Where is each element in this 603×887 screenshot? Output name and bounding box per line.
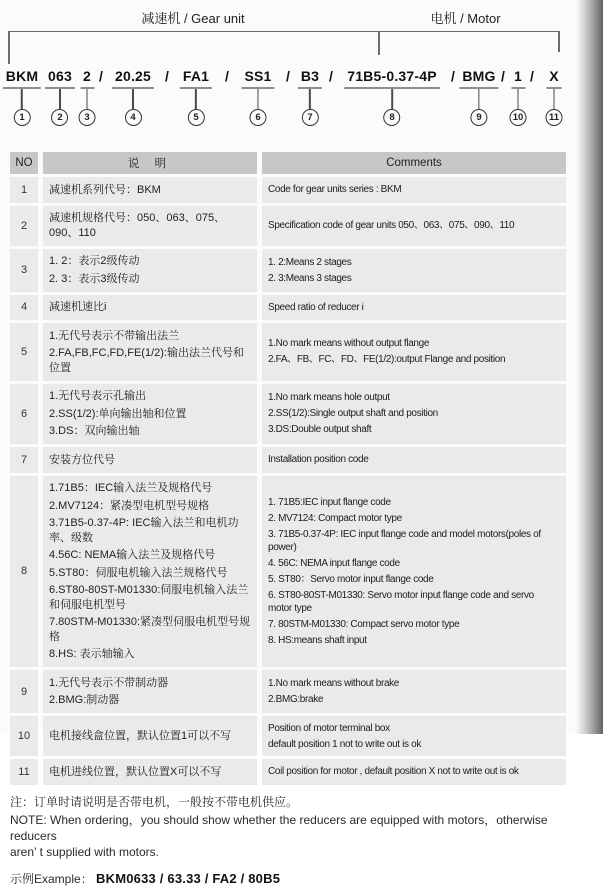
gear-unit-group-label: 减速机 / Gear unit — [141, 11, 245, 26]
pointer-line — [517, 89, 519, 109]
comments-line: 7. 80STM-M01330: Compact servo motor type — [268, 618, 460, 630]
comments-line: 1. 71B5:IEC input flange code — [268, 496, 391, 508]
code-text: SS1 — [241, 68, 274, 89]
code-separator: / — [451, 68, 455, 84]
row-7-description — [43, 447, 257, 473]
description-line: 1. 2：表示2级传动 — [49, 255, 140, 267]
description-line: 4.56C: NEMA输入法兰及规格代号 — [49, 549, 216, 561]
description-line: 1.无代号表示不带输出法兰 — [49, 329, 180, 342]
circled-number: 3 — [79, 109, 96, 126]
comments-line: 1. 2:Means 2 stages — [268, 256, 352, 268]
comments-line: default position 1 not to write out is ok — [268, 738, 421, 750]
example-code: BKM0633 / 63.33 / FA2 / 80B5 — [96, 870, 281, 886]
row-10-number: 10 — [10, 716, 38, 756]
code-separator: / — [165, 68, 169, 84]
row-1-number: 1 — [10, 177, 38, 203]
description-line: 2. 3：表示3级传动 — [49, 272, 140, 285]
code-text: 1 — [511, 68, 525, 89]
row-7-comments — [262, 447, 566, 473]
circled-number: 4 — [124, 109, 141, 126]
comments-line: Coil position for motor , default position X not to write out is ok — [268, 766, 519, 778]
code-separator: / — [99, 68, 103, 84]
comments-line: 3. 71B5-0.37-4P: IEC input flange code and model motors(poles of power) — [268, 528, 541, 553]
row-10-comments — [262, 716, 566, 756]
bracket-horizontal-line — [8, 31, 560, 32]
code-segment-9 — [459, 68, 498, 126]
row-4-number: 4 — [10, 295, 38, 321]
description-line: 减速机规格代号：050、063、075、090、110 — [49, 212, 226, 239]
code-segment-3 — [79, 68, 96, 126]
comments-line: 1.No mark means hole output — [268, 392, 390, 404]
circled-number: 2 — [52, 109, 69, 126]
description-line: 8.HS: 表示轴输入 — [49, 648, 135, 660]
description-line: 1.71B5：IEC输入法兰及规格代号 — [49, 482, 213, 494]
bracket-middle-tick — [378, 31, 380, 55]
circled-number: 9 — [470, 109, 487, 126]
comments-line: Installation position code — [268, 454, 369, 466]
comments-line: 2. 3:Means 3 stages — [268, 272, 352, 284]
circled-number: 6 — [250, 109, 267, 126]
bracket-left-tick — [8, 31, 10, 64]
comments-line: 2.BMG:brake — [268, 694, 324, 705]
comments-line: 1.No mark means without output flange — [268, 338, 430, 350]
code-text: 063 — [45, 68, 75, 89]
comments-line: 5. ST80：Servo motor input flange code — [268, 573, 434, 585]
code-segment-6 — [241, 68, 274, 126]
code-text: 71B5-0.37-4P — [344, 68, 440, 89]
pointer-line — [59, 89, 61, 109]
circled-number: 10 — [510, 109, 527, 126]
pointer-line — [21, 89, 23, 109]
code-segment-4 — [112, 68, 154, 126]
comments-line: 2.SS(1/2):Single output shaft and position — [268, 408, 438, 420]
description-line: 3.71B5-0.37-4P: IEC输入法兰和电机功率、级数 — [49, 517, 239, 544]
code-text: BMG — [459, 68, 498, 89]
comments-line: 1.No mark means without brake — [268, 678, 400, 689]
code-segment-5 — [180, 68, 212, 126]
pointer-line — [86, 89, 88, 109]
pointer-line — [195, 89, 197, 109]
description-line: 电机进线位置，默认位置X可以不写 — [49, 765, 222, 778]
description-line: 减速机系列代号：BKM — [49, 183, 161, 196]
description-line: 3.DS：双向输出轴 — [49, 425, 140, 437]
row-5-number: 5 — [10, 323, 38, 381]
footnotes — [10, 794, 585, 887]
row-9-description — [43, 670, 257, 713]
row-9-comments — [262, 670, 566, 713]
circled-number: 5 — [188, 109, 205, 126]
row-3-description — [43, 249, 257, 292]
row-8-comments — [262, 476, 566, 668]
row-10-description — [43, 716, 257, 756]
row-11-description — [43, 759, 257, 785]
motor-group-label: 电机 / Motor — [430, 11, 501, 26]
code-separator: / — [501, 68, 505, 84]
row-2-description — [43, 206, 257, 246]
comments-line: Speed ratio of reducer i — [268, 301, 364, 313]
code-segment-11 — [546, 68, 563, 126]
code-separator: / — [286, 68, 290, 84]
comments-line: 6. ST80-80ST-M01330: Servo motor input flange code and servo motor type — [268, 589, 534, 614]
row-1-comments — [262, 177, 566, 203]
circled-number: 1 — [13, 109, 30, 126]
description-line: 2.BMG:制动器 — [49, 694, 120, 706]
description-line: 减速机速比i — [49, 301, 107, 313]
code-segment-8 — [344, 68, 440, 126]
description-line: 2.FA,FB,FC,FD,FE(1/2):输出法兰代号和位置 — [49, 347, 244, 374]
code-text: 2 — [80, 68, 94, 89]
model-code-diagram — [0, 0, 603, 152]
comments-line: Specification code of gear units 050、063、075、090、110 — [268, 220, 515, 231]
pointer-line — [257, 89, 259, 109]
row-6-description — [43, 384, 257, 445]
description-line: 1.无代号表示不带制动器 — [49, 676, 169, 689]
row-5-comments — [262, 323, 566, 381]
row-6-number: 6 — [10, 384, 38, 445]
header-no: NO — [10, 152, 38, 174]
example-label: 示例Example： — [10, 871, 93, 886]
row-4-description — [43, 295, 257, 321]
row-11-comments — [262, 759, 566, 785]
row-8-number: 8 — [10, 476, 38, 668]
pointer-line — [553, 89, 555, 109]
comments-line: 3.DS:Double output shaft — [268, 424, 372, 436]
pointer-line — [132, 89, 134, 109]
code-text: FA1 — [180, 68, 212, 89]
code-text: X — [546, 68, 562, 89]
row-9-number: 9 — [10, 670, 38, 713]
code-separator: / — [329, 68, 333, 84]
code-segment-7 — [298, 68, 322, 126]
spec-table — [10, 152, 566, 785]
code-separator: / — [530, 68, 534, 84]
row-6-comments — [262, 384, 566, 445]
description-line: 电机接线盒位置，默认位置1可以不写 — [49, 729, 232, 742]
code-text: BKM — [3, 68, 41, 89]
description-line: 2.SS(1/2):单向输出轴和位置 — [49, 407, 187, 420]
circled-number: 8 — [383, 109, 400, 126]
code-segment-10 — [510, 68, 527, 126]
row-7-number: 7 — [10, 447, 38, 473]
code-separator: / — [225, 68, 229, 84]
code-text: 20.25 — [112, 68, 154, 89]
note-english-line2: aren’ t supplied with motors. — [10, 844, 159, 859]
bracket-right-tick — [558, 31, 560, 52]
row-3-number: 3 — [10, 249, 38, 292]
note-chinese: 注：订单时请说明是否带电机，一般按不带电机供应。 — [10, 794, 299, 809]
comments-line: 2. MV7124: Compact motor type — [268, 512, 402, 524]
row-8-description — [43, 476, 257, 668]
code-segment-1 — [3, 68, 41, 126]
description-line: 2.MV7124：紧凑型电机型号规格 — [49, 499, 210, 512]
row-2-comments — [262, 206, 566, 246]
description-line: 7.80STM-M01330:紧凑型伺服电机型号规格 — [49, 616, 251, 643]
code-text: B3 — [298, 68, 322, 89]
description-line: 安装方位代号 — [49, 453, 115, 466]
note-english-line1: NOTE: When ordering，you should show whether the reducers are equipped with motors，otherwise reducers — [10, 812, 548, 843]
header-comments: Comments — [262, 152, 566, 174]
pointer-line — [391, 89, 393, 109]
code-segment-2 — [45, 68, 75, 126]
row-2-number: 2 — [10, 206, 38, 246]
row-5-description — [43, 323, 257, 381]
circled-number: 11 — [546, 109, 563, 126]
comments-line: 2.FA、FB、FC、FD、FE(1/2):output Flange and position — [268, 354, 506, 366]
row-3-comments — [262, 249, 566, 292]
comments-line: Code for gear units series : BKM — [268, 184, 402, 196]
description-line: 5.ST80：伺服电机输入法兰规格代号 — [49, 566, 228, 579]
header-description: 说 明 — [43, 152, 257, 174]
row-11-number: 11 — [10, 759, 38, 785]
example-row — [10, 870, 585, 887]
row-4-comments — [262, 295, 566, 321]
circled-number: 7 — [301, 109, 318, 126]
comments-line: 4. 56C: NEMA input flange code — [268, 557, 400, 569]
pointer-line — [309, 89, 311, 109]
description-line: 6.ST80-80ST-M01330:伺服电机输入法兰和伺服电机型号 — [49, 584, 249, 611]
row-1-description — [43, 177, 257, 203]
comments-line: 8. HS:means shaft input — [268, 634, 367, 646]
comments-line: Position of motor terminal box — [268, 722, 390, 734]
description-line: 1.无代号表示孔输出 — [49, 390, 147, 402]
pointer-line — [478, 89, 480, 109]
